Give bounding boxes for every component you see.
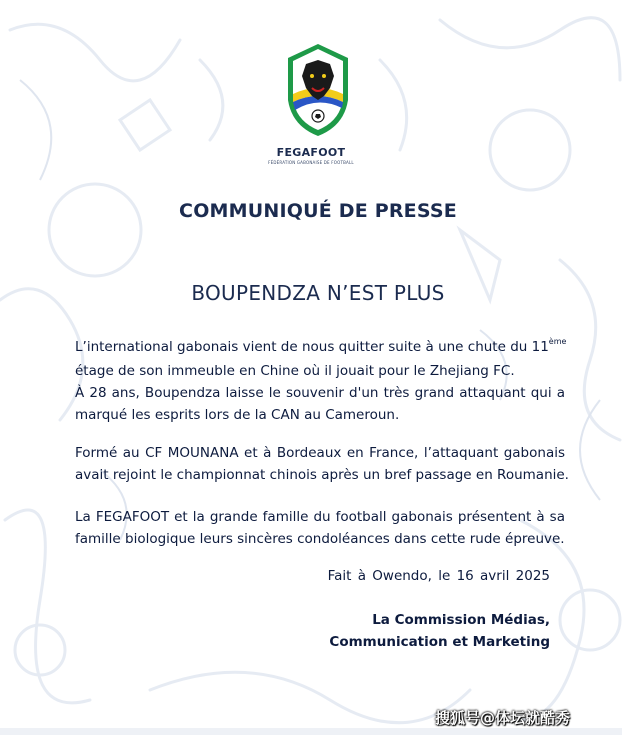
- pattern-ball-outline: [560, 590, 620, 650]
- paragraph-1-line-2: étage de son immeuble en Chine où il jouait pour le Zhejiang FC.: [75, 363, 515, 379]
- signature-line-1: La Commission Médias,: [372, 612, 550, 628]
- panther-eye-left: [310, 74, 314, 78]
- panther-eye-right: [322, 74, 326, 78]
- paragraph-3-line-1: La FEGAFOOT et la grande famille du football gabonais présentent à sa: [75, 509, 565, 525]
- paragraph-2: [75, 442, 569, 486]
- fegafoot-logo: [284, 42, 352, 138]
- pattern-stroke: [580, 400, 600, 500]
- document-title: COMMUNIQUÉ DE PRESSE: [179, 200, 457, 222]
- brand-name: FEGAFOOT: [276, 146, 346, 159]
- pattern-stroke: [120, 100, 170, 150]
- paragraph-3: [75, 506, 565, 550]
- watermark-text: 搜狐号@体坛就酷秀: [434, 709, 570, 727]
- signature-line-2: Communication et Marketing: [329, 634, 550, 650]
- pattern-stroke: [150, 672, 470, 723]
- paragraph-2-line-2: avait rejoint le championnat chinois après un bref passage en Roumanie.: [75, 467, 569, 483]
- document-subtitle: BOUPENDZA N’EST PLUS: [191, 281, 445, 305]
- paragraph-2-line-1: Formé au CF MOUNANA et à Bordeaux en France, l’attaquant gabonais: [75, 445, 565, 461]
- paragraph-1-line-1-text: L’international gabonais vient de nous quitter suite à une chute du 11: [75, 339, 549, 355]
- brand-subtitle: FÉDÉRATION GABONAISE DE FOOTBALL: [268, 160, 354, 165]
- paragraph-1-line-1: [75, 336, 565, 360]
- pattern-ball-outline: [15, 625, 65, 675]
- pattern-ball-outline: [49, 184, 141, 276]
- pattern-stroke: [20, 80, 51, 180]
- pattern-stroke: [0, 289, 83, 420]
- superscript-eme: ème: [548, 337, 567, 346]
- bottom-strip: [0, 728, 622, 735]
- paragraph-1-line-3: À 28 ans, Boupendza laisse le souvenir d'un très grand attaquant qui a: [75, 385, 565, 401]
- paragraph-1-line-4: marqué les esprits lors de la CAN au Cameroun.: [75, 407, 400, 423]
- pattern-stroke: [380, 60, 407, 150]
- paragraph-3-line-2: famille biologique leurs sincères condoléances dans cette rude épreuve.: [75, 531, 565, 547]
- pattern-stroke: [440, 18, 620, 80]
- pattern-stroke: [200, 60, 223, 140]
- date-line: Fait à Owendo, le 16 avril 2025: [327, 568, 550, 584]
- pattern-stroke: [10, 24, 180, 81]
- paragraph-1: [75, 336, 565, 426]
